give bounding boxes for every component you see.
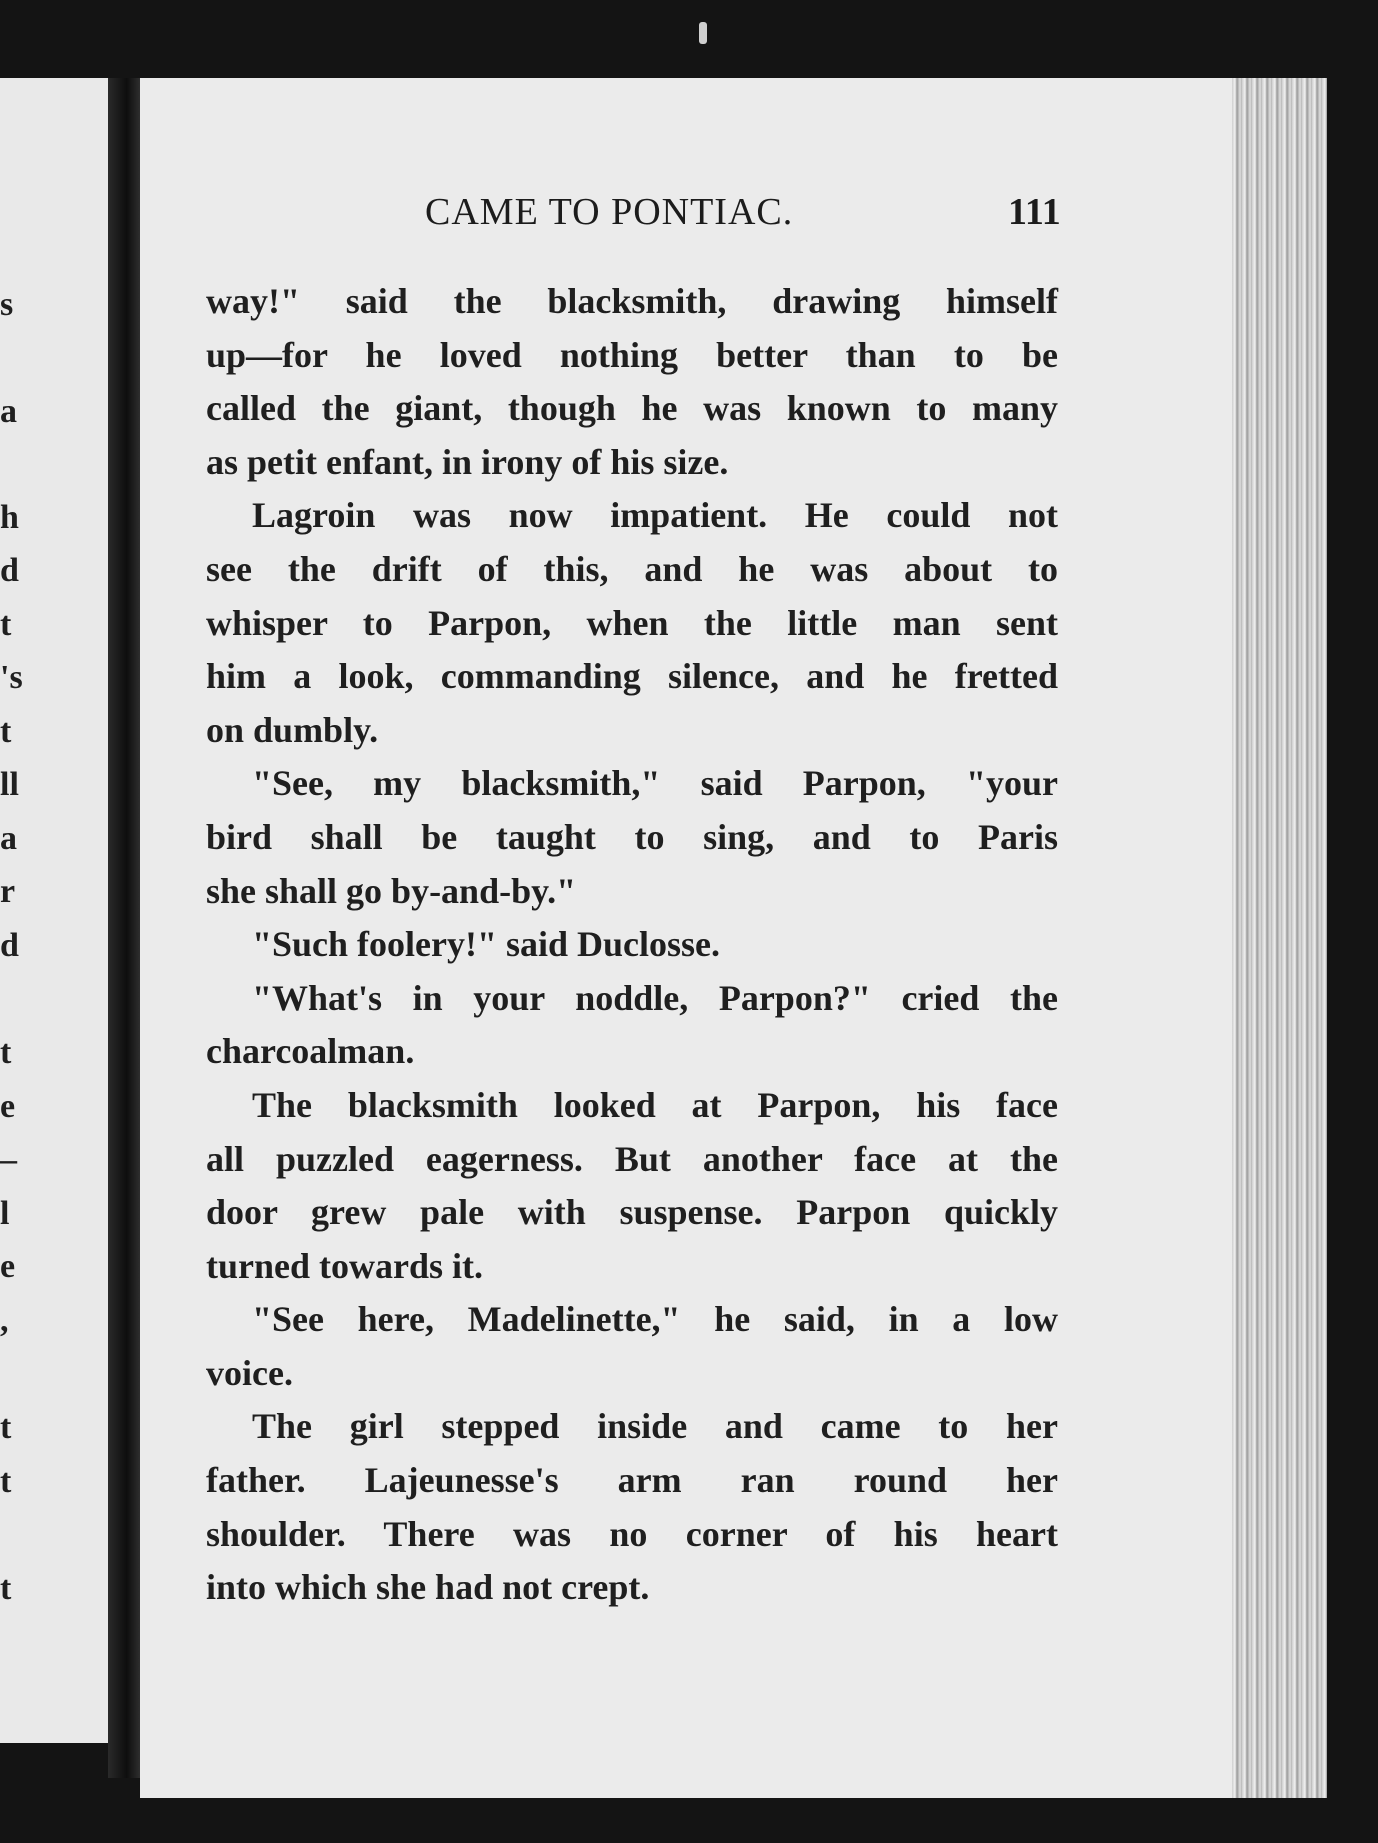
left-margin-char: r <box>0 873 16 910</box>
text-line: up—for he loved nothing better than to be <box>206 334 1058 375</box>
text-line: all puzzled eagerness. But another face at the <box>206 1138 1058 1179</box>
left-margin-char: e <box>0 1088 16 1125</box>
text-line: Lagroin was now impatient. He could not <box>252 495 1058 536</box>
text-line: door grew pale with suspense. Parpon quickly <box>206 1192 1058 1233</box>
text-line: whisper to Parpon, when the little man sent <box>206 602 1058 643</box>
running-head <box>0 190 1378 240</box>
left-margin-char: e <box>0 1248 16 1285</box>
text-line: "What's in your noddle, Parpon?" cried the <box>252 977 1058 1018</box>
text-line: shoulder. There was no corner of his heart <box>206 1513 1058 1554</box>
text-line: "Such foolery!" said Duclosse. <box>252 924 720 965</box>
text-line: she shall go by-and-by." <box>206 870 577 911</box>
left-margin-char: l <box>0 1195 10 1232</box>
text-line: "See here, Madelinette," he said, in a low <box>252 1299 1058 1340</box>
page-edges <box>1232 78 1327 1798</box>
text-line: The blacksmith looked at Parpon, his face <box>252 1084 1058 1125</box>
text-line: called the giant, though he was known to many <box>206 388 1058 429</box>
text-line: him a look, commanding silence, and he fretted <box>206 656 1058 697</box>
book-gutter <box>108 78 142 1778</box>
left-margin-char: t <box>0 1570 12 1607</box>
text-line: way!" said the blacksmith, drawing himself <box>206 281 1058 321</box>
left-margin-char: t <box>0 713 12 750</box>
text-line: The girl stepped inside and came to her <box>252 1406 1058 1447</box>
left-margin-char: , <box>0 1302 9 1339</box>
left-margin-char: a <box>0 820 17 857</box>
left-margin-char: h <box>0 499 19 536</box>
left-margin-char: t <box>0 1463 12 1500</box>
text-line: bird shall be taught to sing, and to Paris <box>206 816 1058 857</box>
left-margin-char: t <box>0 606 12 643</box>
text-line: father. Lajeunesse's arm ran round her <box>206 1460 1058 1501</box>
left-margin-char: ll <box>0 766 19 803</box>
text-line: as petit enfant, in irony of his size. <box>206 441 729 482</box>
left-margin-char: 's <box>0 659 23 696</box>
text-line: turned towards it. <box>206 1245 483 1286</box>
left-margin-char: – <box>0 1141 17 1178</box>
left-margin-char: d <box>0 927 19 964</box>
text-line: into which she had not crept. <box>206 1567 650 1608</box>
text-line: "See, my blacksmith," said Parpon, "your <box>252 763 1058 804</box>
left-margin-char: a <box>0 393 17 430</box>
text-line: voice. <box>206 1352 293 1393</box>
left-margin-char: t <box>0 1409 12 1446</box>
text-line: charcoalman. <box>206 1031 415 1072</box>
left-margin-char: t <box>0 1034 12 1071</box>
page-number: 111 <box>1008 191 1061 233</box>
running-title: CAME TO PONTIAC. <box>425 191 794 233</box>
left-margin-char: s <box>0 286 14 323</box>
left-margin-char: d <box>0 552 19 589</box>
binding-mark <box>699 22 707 44</box>
text-line: on dumbly. <box>206 709 379 750</box>
body-text <box>206 275 1058 1615</box>
text-line: see the drift of this, and he was about to <box>206 548 1058 589</box>
